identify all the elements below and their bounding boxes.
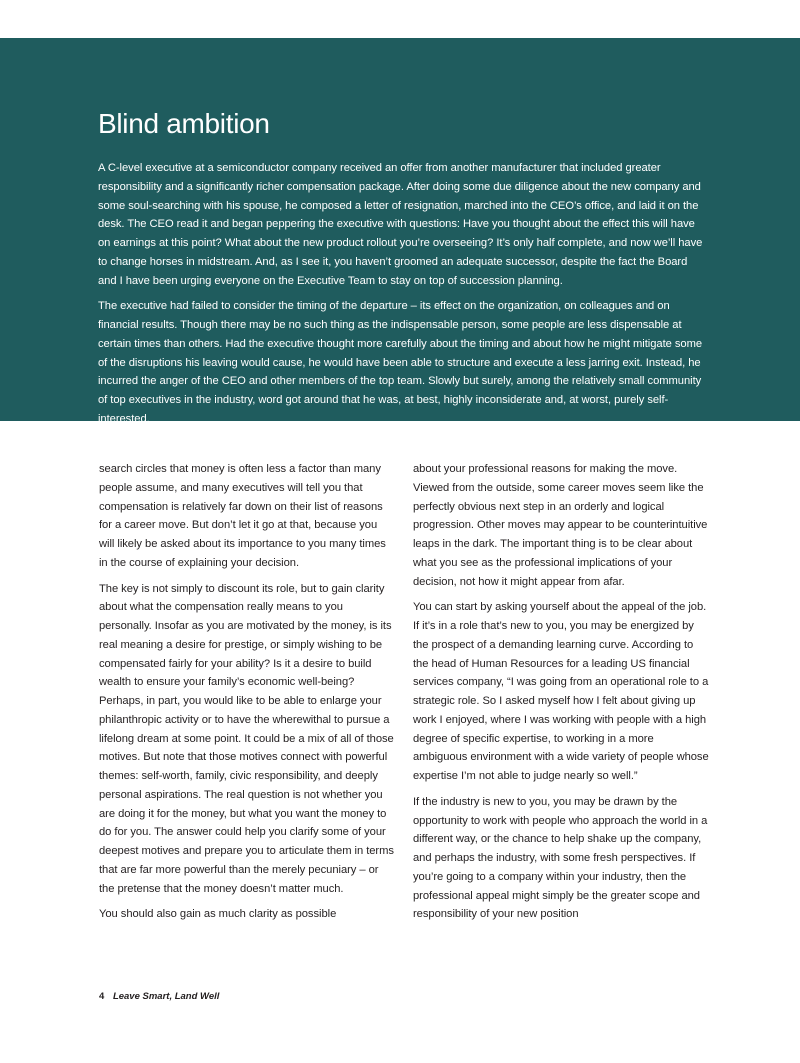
page-number: 4 bbox=[99, 991, 105, 1002]
body-paragraph: If the industry is new to you, you may be drawn by the opportunity to work with people who approach the world in a different way, or the chance to help shake up the company, and perhaps the industry, with some fresh perspectives. If you’re going to a company within your industry, then the professional appeal might simply be the greater scope and responsibility of your new position bbox=[413, 795, 708, 921]
body-paragraph: You should also gain as much clarity as possible bbox=[99, 908, 337, 921]
sidebar-title: Blind ambition bbox=[98, 108, 270, 139]
body-paragraph: search circles that money is often less a factor than many people assume, and many executives will tell you that compensation is relatively far down on their list of reasons for a career move. But don’t let it go at that, because you will likely be asked about its importance to you many times in the course of explaining your decision. bbox=[99, 463, 386, 569]
sidebar-box bbox=[0, 38, 800, 425]
left-column bbox=[99, 460, 395, 931]
page-footer bbox=[99, 991, 219, 1003]
sidebar-paragraph: The executive had failed to consider the timing of the departure – its effect on the organization, on colleagues and on financial results. Though there may be no such thing as the indispensable person, some people are less dispensable at certain times than others. Had the executive thought more carefully about the timing and about how he might mitigate some of the disruptions his leaving would cause, he would have been able to structure and execute a less jarring exit. Instead, he incurred the anger of the CEO and other members of the top team. Slowly but surely, among the relatively small community of top executives in the industry, word got around that he was, at best, highly inconsiderate and, at worst, purely self-interested. bbox=[98, 300, 703, 425]
publication-title: Leave Smart, Land Well bbox=[112, 991, 220, 1002]
body-paragraph: The key is not simply to discount its role, but to gain clarity about what the compensation really means to you personally. Insofar as you are motivated by the money, is its real meaning a desire for prestige, or simply wishing to be compensated fairly for your ability? Is it a desire to build wealth to ensure your family’s economic well-being? Perhaps, in part, you would like to be able to enlarge your philanthropic activity or to have the wherewithal to pursue a lifelong dream at some point. It could be a mix of all of those motives. But note that those motives connect with powerful themes: self-worth, family, civic responsibility, and deeply personal aspirations. The real question is not whether you are doing it for the money, but what you want the money to do for you. The answer could help you clarify some of your deepest motives and prepare you to articulate them in terms that are far more powerful than the merely pecuniary – or the pretense that the money doesn’t matter much. bbox=[99, 582, 394, 895]
body-paragraph: about your professional reasons for making the move. Viewed from the outside, some career moves seem like the perfectly obvious next step in an orderly and logical progression. Other moves may appear to be counterintuitive leaps in the dark. The important thing is to be clear about what you see as the professional implications of your decision, not how it might appear from afar. bbox=[413, 463, 708, 588]
body-paragraph: You can start by asking yourself about the appeal of the job. If it’s in a role that’s new to you, you may be energized by the prospect of a demanding learning curve. According to the head of Human Resources for a leading US financial services company, “I was going from an operational role to a strategic role. So I asked myself how I felt about giving up work I enjoyed, where I was working with people with a high degree of specific expertise, to working in a more ambiguous environment with a wide variety of people whose expertise I’m not able to judge nearly so well.” bbox=[413, 601, 709, 782]
sidebar-body bbox=[98, 159, 704, 436]
right-column bbox=[413, 460, 709, 931]
sidebar-paragraph: A C-level executive at a semiconductor company received an offer from another manufacturer that included greater responsibility and a significantly richer compensation package. After doing some due diligence about the new company and some soul-searching with his spouse, he composed a letter of resignation, marched into the CEO’s office, and laid it on the desk. The CEO read it and began peppering the executive with questions: Have you thought about the effect this will have on earnings at this point? What about the new product rollout you’re overseeing? It’s only half complete, and now we’ll have to change horses in midstream. And, as I see it, you haven’t groomed an adequate successor, despite the fact the Board and I have been urging everyone on the Executive Team to stay on top of succession planning. bbox=[98, 162, 703, 287]
